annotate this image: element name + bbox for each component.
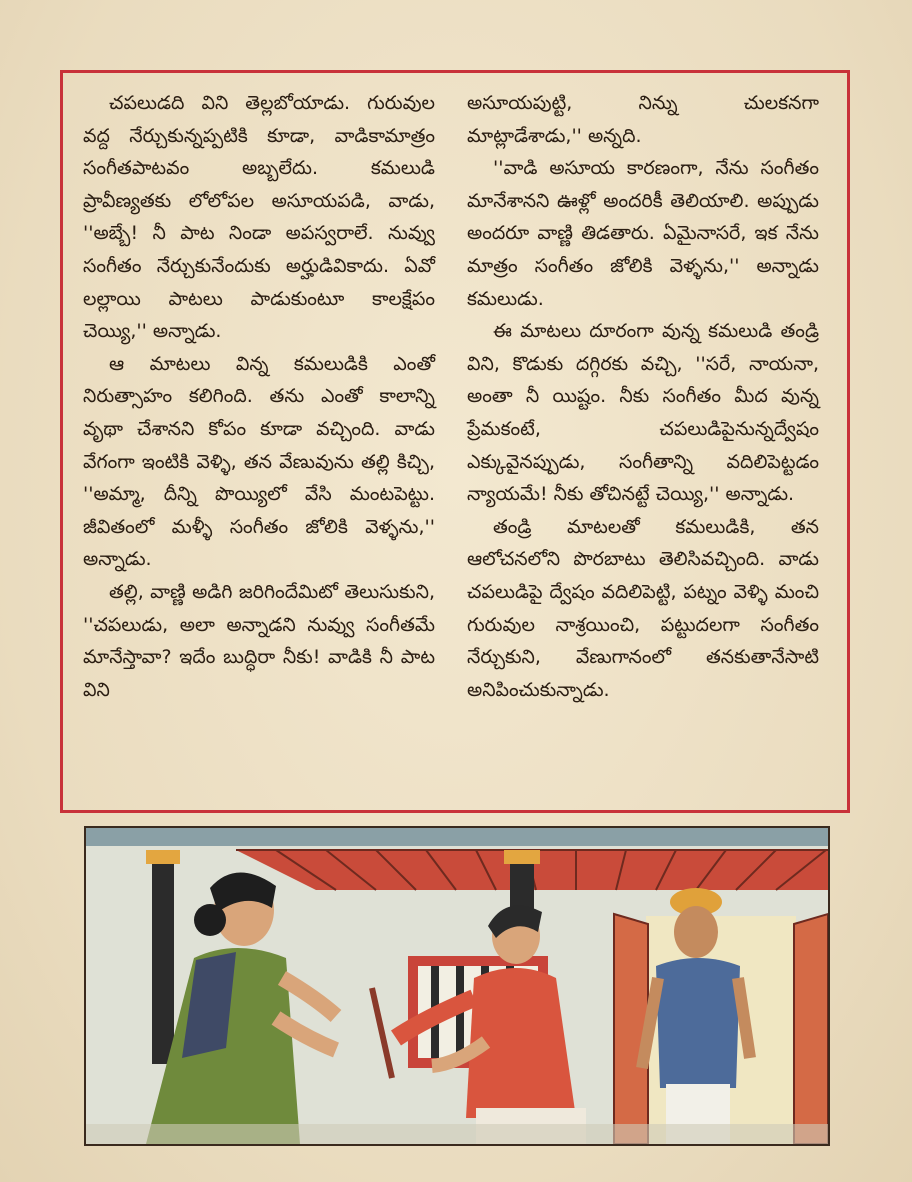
paragraph: తల్లి, వాణ్ణి అడిగి జరిగిందేమిటో తెలుసుకుని, ''చపలుడు, అలా అన్నాడని నువ్వు సంగీతమే మానేస్తావా? ఇదేం బుద్ధిరా నీకు! వాడికి నీ పాట విని [83, 580, 435, 701]
paragraph: చపలుడది విని తెల్లబోయాడు. గురువుల వద్ద నేర్చుకున్నప్పటికి కూడా, వాడికామాత్రం సంగీతపాటవం అబ్బలేదు. కమలుడి ప్రావీణ్యతకు లోలోపల అసూయపడి, వాడు, ''అబ్బే! నీ పాట నిండా అపస్వరాలే. నువ్వు సంగీతం నేర్చుకునేందుకు అర్హుడివికాదు. ఏవో లల్లాయి పాటలు పాడుకుంటూ కాలక్షేపం చెయ్యి,'' అన్నాడు. [83, 92, 435, 343]
paragraph: ''వాడి అసూయ కారణంగా, నేను సంగీతం మానేశానని ఊళ్లో అందరికీ తెలియాలి. అప్పుడు అందరూ వాణ్ణి తిడతారు. ఏమైనాసరే, ఇక నేను మాత్రం సంగీతం జోలికి వెళ్ళను,'' అన్నాడు కమలుడు. [467, 157, 819, 310]
paragraph: అసూయపుట్టి, నిన్ను చులకనగా మాట్లాడేశాడు,'' అన్నది. [467, 92, 819, 147]
ceiling-beam [86, 828, 828, 846]
story-illustration [84, 826, 830, 1146]
floor [86, 1124, 828, 1144]
paragraph: ఈ మాటలు దూరంగా వున్న కమలుడి తండ్రి విని, కొడుకు దగ్గిరకు వచ్చి, ''సరే, నాయనా, అంతా నీ యిష్టం. నీకు సంగీతం మీద వున్న ప్రేమకంటే, చపలుడిపైనున్నద్వేషం ఎక్కువైనప్పుడు, సంగీతాన్ని వదిలిపెట్టడం న్యాయమే! నీకు తోచినట్టే చెయ్యి,'' అన్నాడు. [467, 320, 819, 506]
story-text-frame [60, 70, 850, 813]
right-text-column [467, 87, 819, 706]
illustration-drawing [86, 828, 828, 1144]
paragraph: ఆ మాటలు విన్న కమలుడికి ఎంతో నిరుత్సాహం కలిగింది. తను ఎంతో కాలాన్ని వృథా చేశానని కోపం కూడా వచ్చింది. వాడు వేగంగా ఇంటికి వెళ్ళి, తన వేణువును తల్లి కిచ్చి, ''అమ్మా, దీన్ని పొయ్యిలో వేసి మంటపెట్టు. జీవితంలో మళ్ళీ సంగీతం జోలికి వెళ్ళను,'' అన్నాడు. [83, 352, 435, 571]
left-text-column [83, 87, 435, 706]
paragraph: తండ్రి మాటలతో కమలుడికి, తన ఆలోచనలోని పొరబాటు తెలిసివచ్చింది. వాడు చపలుడిపై ద్వేషం వదిలిపెట్టి, పట్నం వెళ్ళి మంచి గురువుల నాశ్రయించి, పట్టుదలగా సంగీతం నేర్చుకుని, వేణుగానంలో తనకుతానేసాటి అనిపించుకున్నాడు. [467, 515, 819, 701]
